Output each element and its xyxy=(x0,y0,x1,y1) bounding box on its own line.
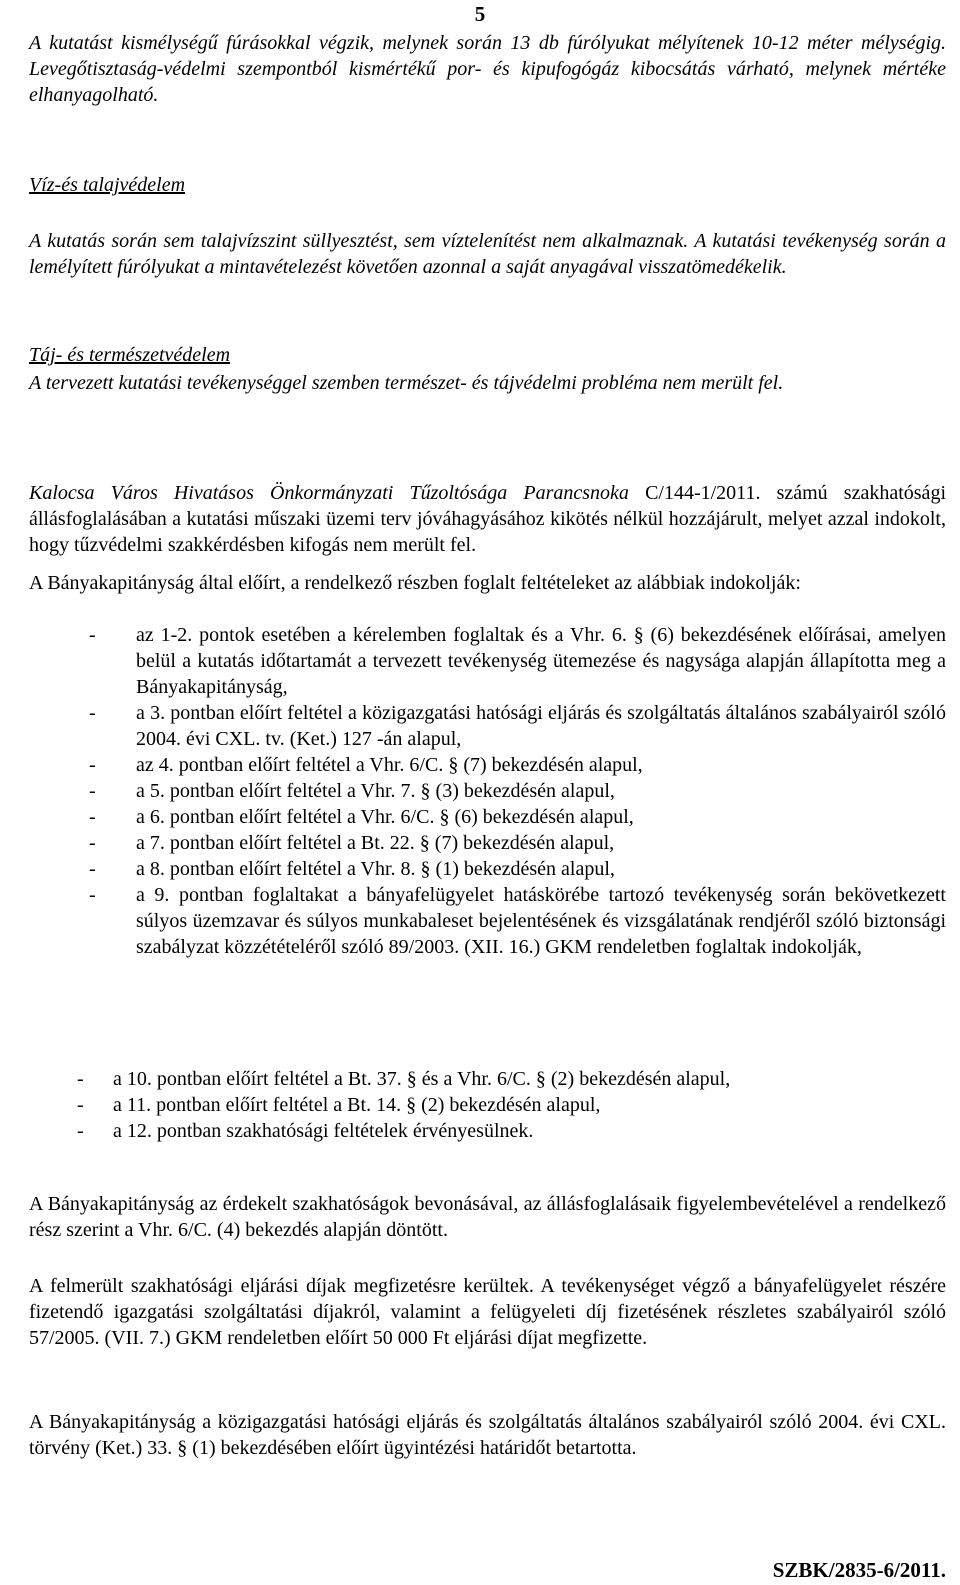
list-item-text: az 4. pontban előírt feltétel a Vhr. 6/C. § (7) bekezdésén alapul, xyxy=(136,754,643,776)
list-dash: - xyxy=(77,1120,84,1142)
heading-nature-protection: Táj- és természetvédelem xyxy=(29,344,231,366)
list-dash: - xyxy=(89,884,96,906)
list-item-text: az 1-2. pontok esetében a kérelemben foglaltak és a Vhr. 6. § (6) bekezdésének előírásai, amelyen belül a kutatás időtartamát a tervezett tevékenység ütemezése és nagysága alapján állapította meg a Bányakapitányság, xyxy=(136,624,946,698)
list-dash: - xyxy=(89,780,96,802)
page-number: 5 xyxy=(474,2,486,26)
list-dash: - xyxy=(89,702,96,724)
list-item xyxy=(29,856,946,882)
heading-water-soil-protection: Víz-és talajvédelem xyxy=(29,174,186,196)
list-item xyxy=(29,752,946,778)
paragraph-list-intro: A Bányakapitányság által előírt, a rendelkező részben foglalt feltételeket az alábbiak indokolják: xyxy=(29,572,801,594)
justification-list-a xyxy=(29,622,946,960)
list-item-text: a 10. pontban előírt feltétel a Bt. 37. § és a Vhr. 6/C. § (2) bekezdésén alapul, xyxy=(113,1068,731,1090)
list-item xyxy=(29,804,946,830)
list-item-text: a 11. pontban előírt feltétel a Bt. 14. § (2) bekezdésén alapul, xyxy=(113,1094,601,1116)
fire-authority-statement: C/144-1/2011. számú szakhatósági állásfoglalásában a kutatási műszaki üzemi terv jóváhagyásához kikötés nélkül hozzájárult, melyet azzal indokolt, hogy tűzvédelmi szakkérdésben kifogás nem merült fel. xyxy=(29,482,946,556)
list-item xyxy=(29,700,946,752)
paragraph-deadline: A Bányakapitányság a közigazgatási hatósági eljárás és szolgáltatás általános szabályairól szóló 2004. évi CXL. törvény (Ket.) 33. § (1) bekezdésében előírt ügyintézési határidőt betartotta. xyxy=(29,1411,946,1459)
paragraph-fire-authority xyxy=(29,480,946,558)
paragraph-water-soil: A kutatás során sem talajvízszint süllyesztést, sem víztelenítést nem alkalmaznak. A kutatási tevékenység során a lemélyített fúrólyukat a mintavételezést követően azonnal a saját anyagával visszatömedékelik. xyxy=(29,230,946,278)
list-dash: - xyxy=(89,832,96,854)
list-dash: - xyxy=(89,858,96,880)
list-item xyxy=(29,1118,946,1144)
list-item xyxy=(29,1092,946,1118)
justification-list-b xyxy=(29,1066,946,1144)
list-dash: - xyxy=(89,624,96,646)
fire-authority-name: Kalocsa Város Hivatásos Önkormányzati Tűzoltósága Parancsnoka xyxy=(29,482,629,504)
list-dash: - xyxy=(89,806,96,828)
list-item-text: a 3. pontban előírt feltétel a közigazgatási hatósági eljárás és szolgáltatás általános szabályairól szóló 2004. évi CXL. tv. (Ket.) 127 -án alapul, xyxy=(136,702,946,750)
list-item xyxy=(29,1066,946,1092)
document-reference-number: SZBK/2835-6/2011. xyxy=(772,1558,946,1582)
list-item-text: a 6. pontban előírt feltétel a Vhr. 6/C. § (6) bekezdésén alapul, xyxy=(136,806,634,828)
list-dash: - xyxy=(89,754,96,776)
list-item xyxy=(29,882,946,960)
list-dash: - xyxy=(77,1094,84,1116)
list-item-text: a 12. pontban szakhatósági feltételek érvényesülnek. xyxy=(113,1120,534,1142)
list-item-text: a 7. pontban előírt feltétel a Bt. 22. § (7) bekezdésén alapul, xyxy=(136,832,615,854)
list-item-text: a 8. pontban előírt feltétel a Vhr. 8. § (1) bekezdésén alapul, xyxy=(136,858,615,880)
list-item xyxy=(29,830,946,856)
list-item-text: a 9. pontban foglaltakat a bányafelügyelet hatáskörébe tartozó tevékenység során bekövetkezett súlyos üzemzavar és súlyos munkabaleset bejelentésének és vizsgálatának rendjéről szóló biztonsági szabályzat közzétételéről szóló 89/2003. (XII. 16.) GKM rendeletben foglaltak indokolják, xyxy=(136,884,946,958)
list-item xyxy=(29,622,946,700)
paragraph-fees: A felmerült szakhatósági eljárási díjak megfizetésre kerültek. A tevékenységet végző a bányafelügyelet részére fizetendő igazgatási szolgáltatási díjakról, valamint a felügyeleti díj fizetésének részletes szabályairól szóló 57/2005. (VII. 7.) GKM rendeletben előírt 50 000 Ft eljárási díjat megfizette. xyxy=(29,1275,946,1349)
list-item xyxy=(29,778,946,804)
list-dash: - xyxy=(77,1068,84,1090)
list-item-text: a 5. pontban előírt feltétel a Vhr. 7. § (3) bekezdésén alapul, xyxy=(136,780,615,802)
paragraph-nature: A tervezett kutatási tevékenységgel szemben természet- és tájvédelmi probléma nem merült fel. xyxy=(29,372,784,394)
paragraph-decision: A Bányakapitányság az érdekelt szakhatóságok bevonásával, az állásfoglalásaik figyelembevételével a rendelkező rész szerint a Vhr. 6/C. (4) bekezdés alapján döntött. xyxy=(29,1193,946,1241)
paragraph-drilling: A kutatást kismélységű fúrásokkal végzik, melynek során 13 db fúrólyukat mélyítenek 10-12 méter mélységig. Levegőtisztaság-védelmi szempontból kismértékű por- és kipufogógáz kibocsátás várható, melynek mértéke elhanyagolható. xyxy=(29,32,946,106)
